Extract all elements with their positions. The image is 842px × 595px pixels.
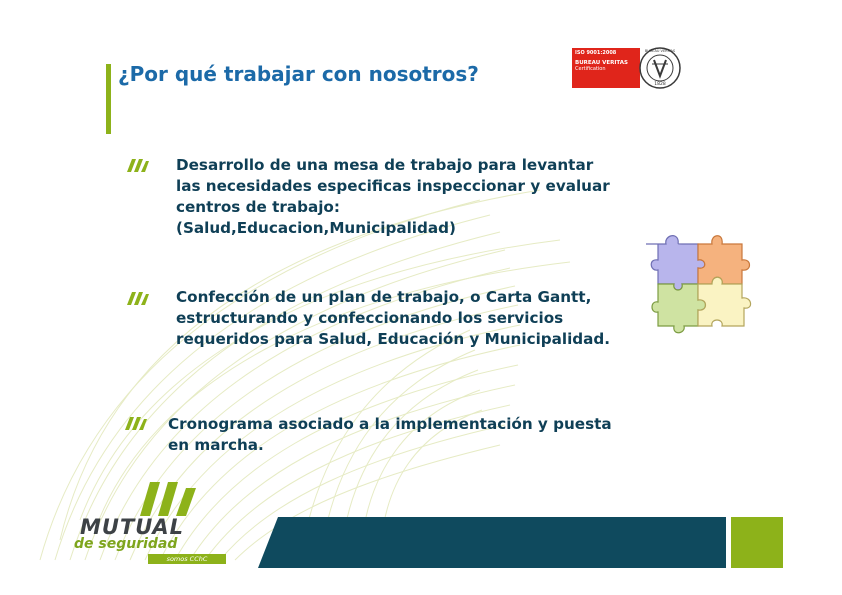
logo-brand: MUTUAL [80,515,185,539]
puzzle-pieces-icon [640,222,770,347]
cert-certification-text: Certification [575,66,606,72]
mutual-logo [74,478,244,568]
logo-subtitle: de seguridad [74,536,178,552]
bullet-item-3: Cronograma asociado a la implementación y puesta en marcha. [168,415,612,454]
mutual-m-bullet-icon [124,415,148,431]
seal-year: 1828 [654,82,666,87]
cert-bureau-text: BUREAU VERITAS [575,60,628,66]
logo-tagline: somos CChC [148,554,226,564]
seal-text: BUREAU VERITAS [644,49,676,53]
certification-label [572,48,640,88]
title-accent-bar [106,64,111,134]
mutual-m-bullet-icon [126,290,150,306]
bullet-item-2: Confección de un plan de trabajo, o Carta Gantt, estructurando y confeccionando los servicios requeridos para Salud, Educación y Municipalidad. [176,288,611,348]
bullet-item-1: Desarrollo de una mesa de trabajo para levantar las necesidades especificas inspeccionar y evaluar centros de trabajo: (Salud,Educacion,Municipalidad) [176,156,610,237]
slide-title: ¿Por qué trabajar con nosotros? [118,62,479,86]
mutual-m-logo-icon [136,478,216,518]
certification-badge [572,48,682,89]
cert-iso-text: ISO 9001:2008 [575,50,617,56]
mutual-m-bullet-icon [126,157,150,173]
